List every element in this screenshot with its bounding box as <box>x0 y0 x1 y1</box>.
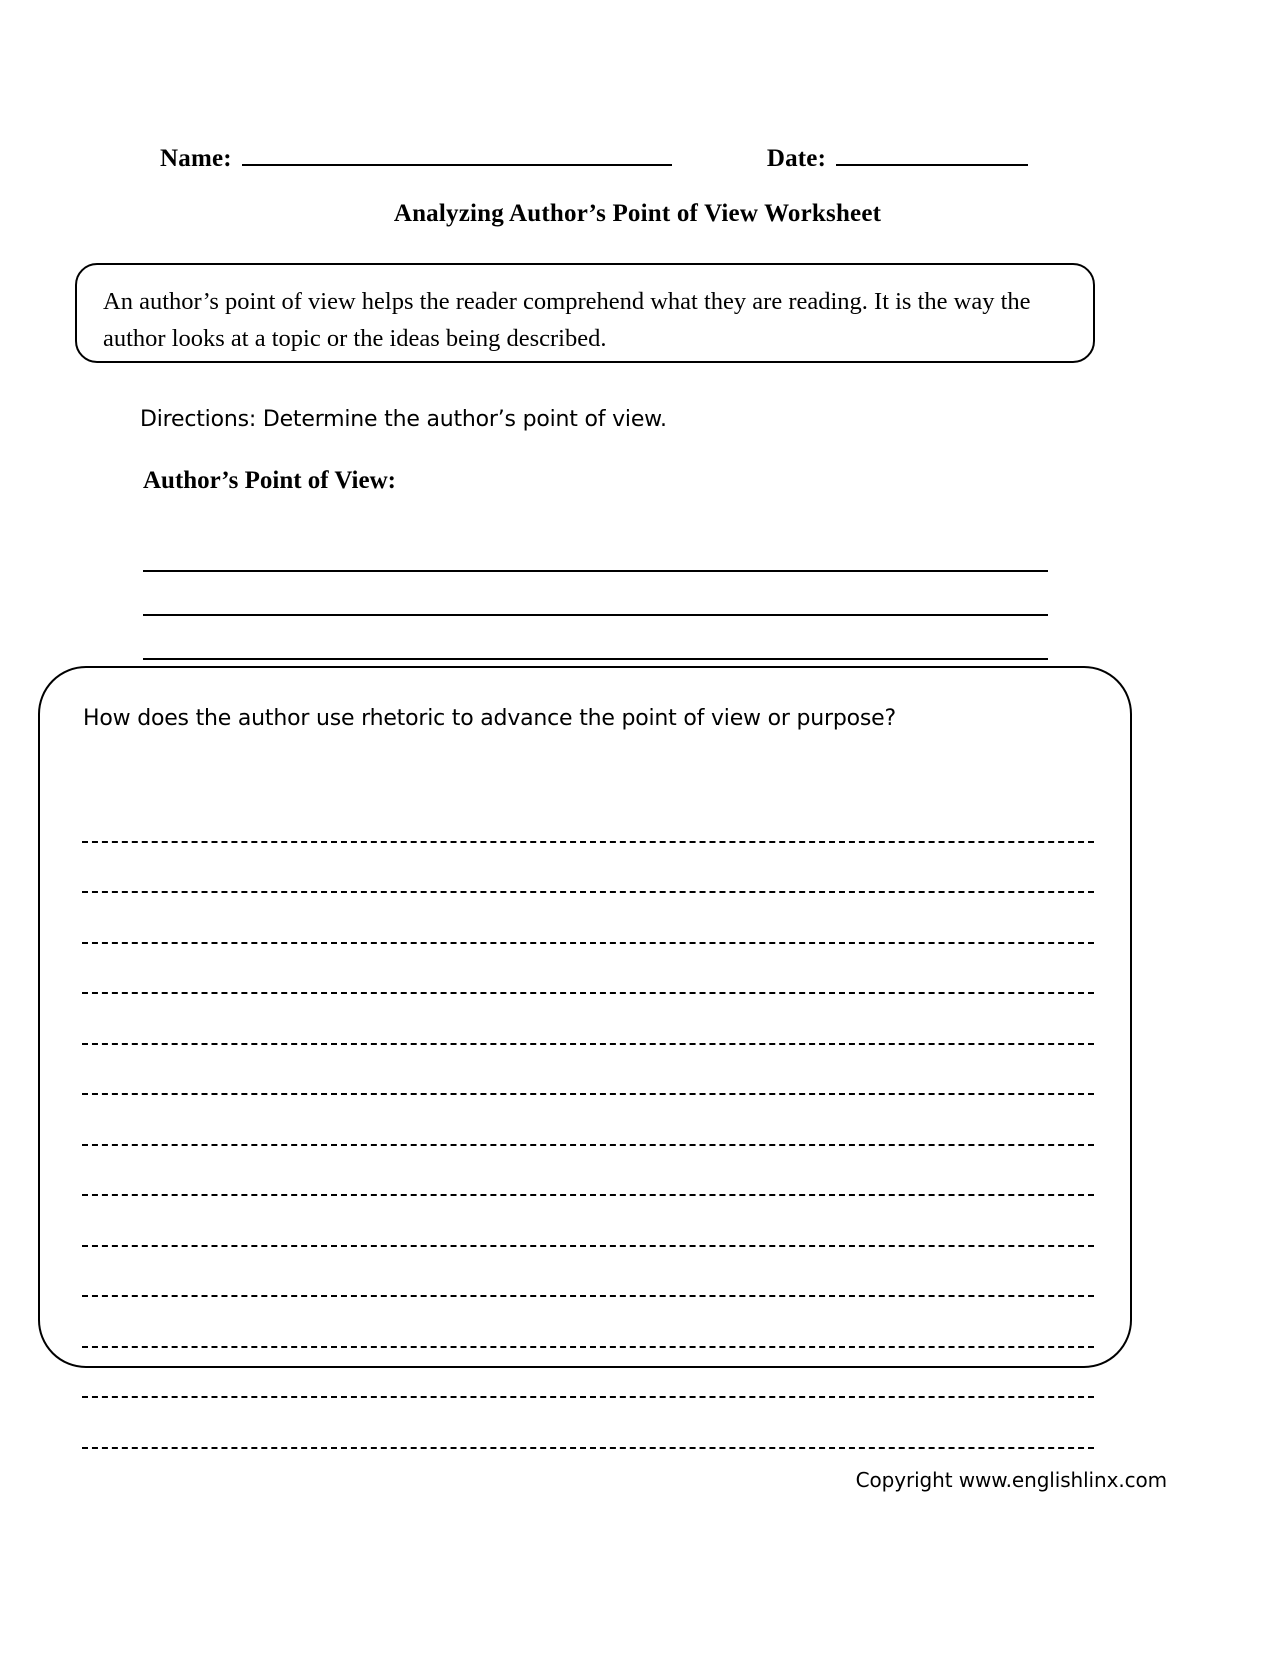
page-title: Analyzing Author’s Point of View Worksheet <box>393 200 882 227</box>
response-box <box>38 666 1132 1368</box>
date-group <box>767 142 1028 173</box>
header-row <box>160 142 1115 173</box>
writing-line[interactable] <box>82 893 1094 944</box>
name-label: Name: <box>160 145 232 172</box>
answer-line[interactable] <box>143 572 1048 616</box>
writing-line[interactable] <box>82 1348 1094 1399</box>
point-of-view-heading: Author’s Point of View: <box>143 467 396 494</box>
answer-line[interactable] <box>143 528 1048 572</box>
answer-line[interactable] <box>143 616 1048 660</box>
writing-line[interactable] <box>82 1045 1094 1096</box>
writing-line[interactable] <box>82 1146 1094 1197</box>
intro-box <box>75 263 1095 363</box>
writing-line[interactable] <box>82 1247 1094 1298</box>
copyright-text: Copyright www.englishlinx.com <box>855 1468 1167 1492</box>
writing-line[interactable] <box>82 994 1094 1045</box>
intro-text: An author’s point of view helps the reader comprehend what they are reading. It is the way the author looks at a topic or the ideas being described. <box>103 288 1031 352</box>
writing-line[interactable] <box>82 1196 1094 1247</box>
date-label: Date: <box>766 145 827 172</box>
writing-line[interactable] <box>82 944 1094 995</box>
point-of-view-answer-lines[interactable] <box>143 528 1048 660</box>
response-writing-lines[interactable] <box>82 792 1094 1449</box>
writing-line[interactable] <box>82 1095 1094 1146</box>
writing-line[interactable] <box>82 1297 1094 1348</box>
writing-line[interactable] <box>82 1398 1094 1449</box>
writing-line[interactable] <box>82 792 1094 843</box>
date-input-blank[interactable] <box>836 142 1028 166</box>
directions-text: Directions: Determine the author’s point of view. <box>140 407 667 432</box>
response-question: How does the author use rhetoric to advance the point of view or purpose? <box>83 706 896 731</box>
writing-line[interactable] <box>82 843 1094 894</box>
name-input-blank[interactable] <box>242 142 672 166</box>
